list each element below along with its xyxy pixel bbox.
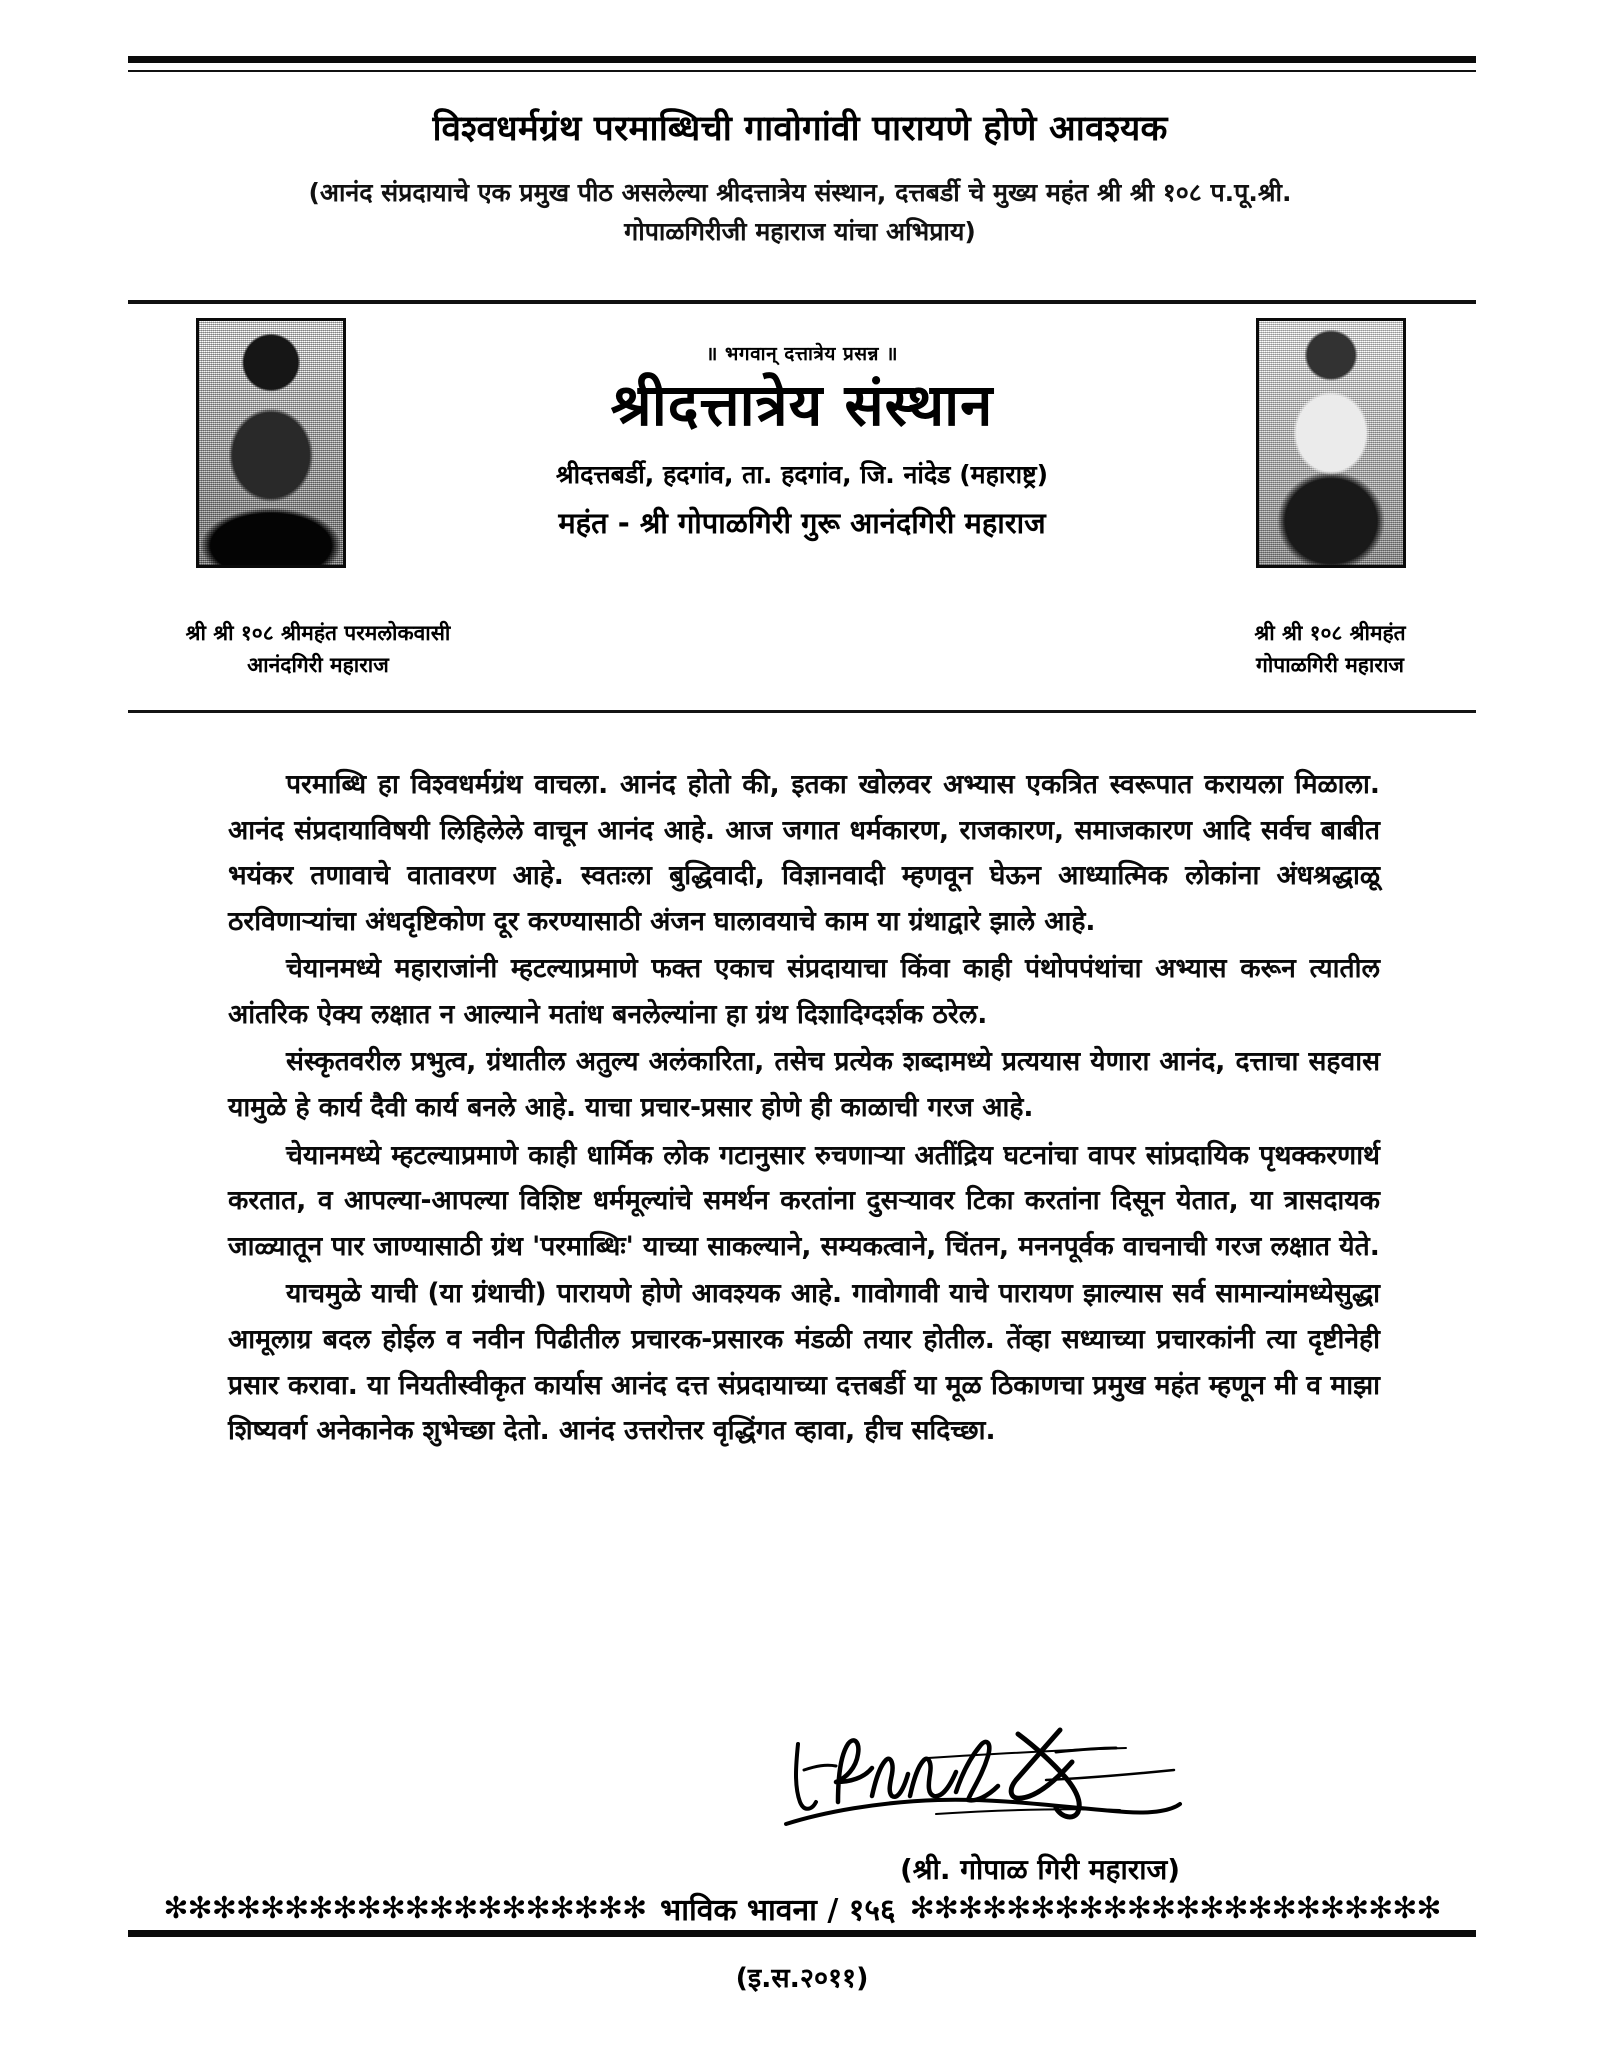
footer-band xyxy=(128,1888,1476,1929)
caption-right-line-2: गोपाळगिरी महाराज xyxy=(1256,652,1404,677)
body-paragraph: चेयानमध्ये म्हटल्याप्रमाणे काही धार्मिक लोक गटानुसार रुचणाऱ्या अतींद्रिय घटनांचा वापर सांप्रदायिक पृथक्करणार्थ करतात, व आपल्या-आपल्या विशिष्ट धर्ममूल्यांचे समर्थन करतांना दुसऱ्यावर टिका करतांना दिसून येतात, या त्रासदायक जाळ्यातून पार जाण्यासाठी ग्रंथ 'परमाब्धिः' याच्या साकल्याने, सम्यकत्वाने, चिंतन, मननपूर्वक वाचनाची गरज लक्षात येते. xyxy=(228,1139,1380,1262)
footer-rule xyxy=(128,1930,1476,1937)
caption-left-line-2: आनंदगिरी महाराज xyxy=(247,652,389,677)
footer-stars-left: ✻✻✻✻✻✻✻✻✻✻✻✻✻✻✻✻✻✻✻✻ xyxy=(163,1893,647,1924)
rule-under-heading xyxy=(128,300,1476,304)
temple-mahant-line: महंत - श्री गोपाळगिरी गुरू आनंदगिरी महाराज xyxy=(558,505,1046,540)
top-rule-thin xyxy=(128,70,1476,72)
body-paragraph: परमाब्धि हा विश्वधर्मग्रंथ वाचला. आनंद होतो की, इतका खोलवर अभ्यास एकत्रित स्वरूपात करायला मिळाला. आनंद संप्रदायाविषयी लिहिलेले वाचून आनंद आहे. आज जगात धर्मकारण, राजकारण, समाजकारण आदि सर्वच बाबीत भयंकर तणावाचे वातावरण आहे. स्वतःला बुद्धिवादी, विज्ञानवादी म्हणवून घेऊन आध्यात्मिक लोकांना अंधश्रद्धाळू ठरविणाऱ्यांचा अंधदृष्टिकोण दूर करण्यासाठी अंजन घालावयाचे काम या ग्रंथाद्वारे झाले आहे. xyxy=(228,769,1380,937)
rule-under-masthead xyxy=(128,710,1476,713)
temple-name: श्रीदत्तात्रेय संस्थान xyxy=(610,371,994,439)
heading-subtitle-line-2: गोपाळगिरीजी महाराज यांचा अभिप्राय) xyxy=(624,216,976,246)
temple-identity xyxy=(373,318,1231,542)
body-paragraph: संस्कृतवरील प्रभुत्व, ग्रंथातील अतुल्य अलंकारिता, तसेच प्रत्येक शब्दामध्ये प्रत्ययास येणारा आनंद, दत्ताचा सहवास यामुळे हे कार्य दैवी कार्य बनले आहे. याचा प्रचार-प्रसार होणे ही काळाची गरज आहे. xyxy=(228,1046,1380,1124)
signatory-name: (श्री. गोपाळ गिरी महाराज) xyxy=(899,1853,1181,1886)
body-text xyxy=(228,762,1380,1456)
top-rule-thick xyxy=(128,56,1476,63)
caption-right-photo xyxy=(1120,618,1540,681)
body-paragraph: चेयानमध्ये महाराजांनी म्हटल्याप्रमाणे फक्त एकाच संप्रदायाचा किंवा काही पंथोपपंथांचा अभ्यास करून त्यातील आंतरिक ऐक्य लक्षात न आल्याने मतांध बनलेल्यांना हा ग्रंथ दिशादिग्दर्शक ठरेल. xyxy=(228,953,1380,1030)
footer-label: भाविक भावना / १५६ xyxy=(660,1893,896,1928)
footer-stars-right: ✻✻✻✻✻✻✻✻✻✻✻✻✻✻✻✻✻✻✻✻✻✻ xyxy=(909,1893,1441,1924)
portrait-image-left xyxy=(199,321,343,565)
invocation-line: ॥ भगवान् दत्तात्रेय प्रसन्न ॥ xyxy=(706,343,898,365)
heading-subtitle xyxy=(120,174,1480,252)
heading-subtitle-line-1: (आनंद संप्रदायाचे एक प्रमुख पीठ असलेल्या श्रीदत्तात्रेय संस्थान, दत्तबर्डी चे मुख्य महंत श्री श्री १०८ प.पू.श्री. xyxy=(308,177,1292,207)
portrait-gopalgiri-maharaj xyxy=(1256,318,1406,568)
signature-block xyxy=(760,1716,1320,1906)
portrait-anandgiri-maharaj xyxy=(196,318,346,568)
footer-year: (इ.स.२०११) xyxy=(735,1963,869,1994)
body-paragraph: याचमुळे याची (या ग्रंथाची) पारायणे होणे आवश्यक आहे. गावोगावी याचे पारायण झाल्यास सर्व सामान्यांमध्येसुद्धा आमूलाग्र बदल होईल व नवीन पिढीतील प्रचारक-प्रसारक मंडळी तयार होतील. तेंव्हा सध्याच्या प्रचारकांनी त्या दृष्टीनेही प्रसार करावा. या नियतीस्वीकृत कार्यास आनंद दत्त संप्रदायाच्या दत्तबर्डी या मूळ ठिकाणचा प्रमुख महंत म्हणून मी व माझा शिष्यवर्ग अनेकानेक शुभेच्छा देतो. आनंद उत्तरोत्तर वृद्धिंगत व्हावा, हीच सदिच्छा. xyxy=(228,1278,1380,1447)
caption-right-line-1: श्री श्री १०८ श्रीमहंत xyxy=(1254,621,1406,645)
portrait-image-right xyxy=(1259,321,1403,565)
page-title: विश्वधर्मग्रंथ परमाब्धिची गावोगांवी पारायणे होणे आवश्यक xyxy=(432,109,1168,149)
handwritten-signature-icon xyxy=(760,1716,1320,1856)
caption-left-line-1: श्री श्री १०८ श्रीमहंत परमलोकवासी xyxy=(185,621,451,645)
heading-block xyxy=(120,108,1480,251)
masthead-block xyxy=(128,318,1476,578)
caption-left-photo xyxy=(108,618,528,681)
temple-address: श्रीदत्तबर्डी, हदगांव, ता. हदगांव, जि. नांदेड (महाराष्ट्र) xyxy=(555,459,1049,489)
